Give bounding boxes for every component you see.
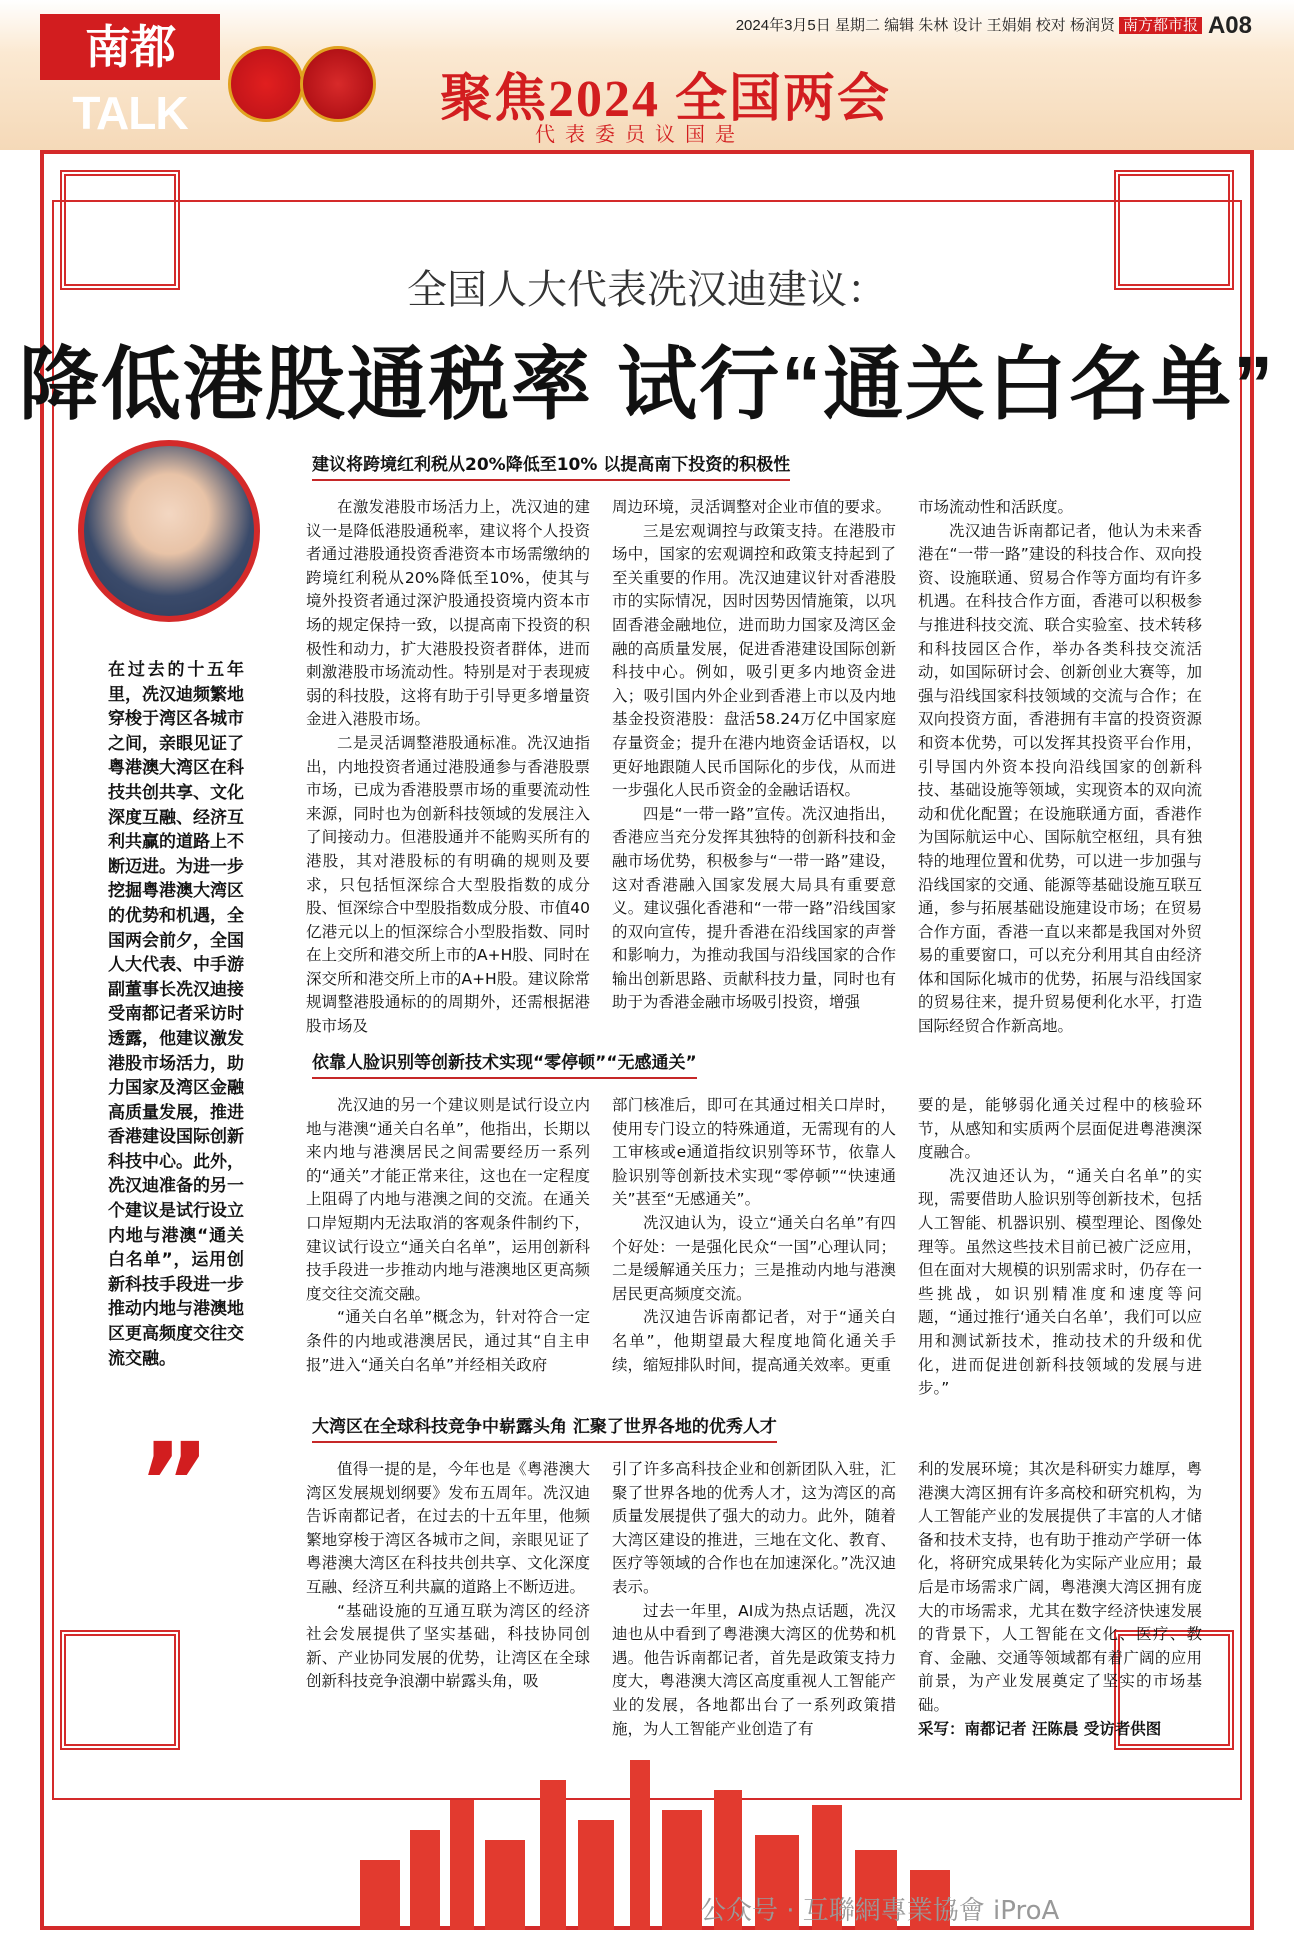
cppcc-emblem-icon: [300, 46, 376, 122]
paragraph: 利的发展环境；其次是科研实力雄厚，粤港澳大湾区拥有许多高校和研究机构，为人工智能产业的发展提供了丰富的人才储备和技术支持，也有助于推动产学研一体化，将研究成果转化为实际产业应用；最后是市场需求广阔，粤港澳大湾区拥有庞大的市场需求，尤其在数字经济快速发展的背景下，人工智能在文化、医疗、教育、金融、交通等领域都有着广阔的应用前景，为产业发展奠定了坚实的市场基础。: [918, 1460, 1202, 1714]
national-emblem-icon: [228, 46, 304, 122]
article-column: [918, 1458, 1202, 1741]
paragraph: 过去一年里，AI成为热点话题，冼汉迪也从中看到了粤港澳大湾区的优势和机遇。他告诉南都记者，首先是政策支持力度大，粤港澳大湾区高度重视人工智能产业的发展，各地都出台了一系列政策措施，为人工智能产业创造了有: [612, 1601, 896, 1738]
paragraph: 二是灵活调整港股通标准。冼汉迪指出，内地投资者通过港股通参与香港股票市场，已成为香港股票市场的重要流动性来源，同时也为创新科技领域的发展注入了间接动力。但港股通并不能购买所有的港股，其对港股标的有明确的规则及要求，只包括恒深综合大型股指数的成分股、恒深综合中型股指数成分股、市值40亿港元以上的恒深综合小型股指数、同时在上交所和港交所上市的A+H股、同时在深交所和港交所上市的A+H股。建议除常规调整港股通标的的周期外，还需根据港股市场及: [306, 733, 590, 1036]
intro-text: 在过去的十五年里，冼汉迪频繁地穿梭于湾区各城市之间，亲眼见证了粤港澳大湾区在科技共创共享、文化深度互融、经济互利共赢的道路上不断迈进。为进一步挖掘粤港澳大湾区的优势和机遇，全国两会前夕，全国人大代表、中手游副董事长冼汉迪接受南都记者采访时透露，他建议激发港股市场活力，助力国家及湾区金融高质量发展，推进香港建设国际创新科技中心。此外，冼汉迪准备的另一个建议是试行设立内地与港澳“通关白名单”，运用创新科技手段进一步推动内地与港澳地区更高频度交往交流交融。: [108, 660, 244, 1369]
paragraph: 引了许多高科技企业和创新团队入驻，汇聚了世界各地的优秀人才，这为湾区的高质量发展提供了强大的动力。此外，随着大湾区建设的推进，三地在文化、教育、医疗等领域的合作也在加速深化。”冼汉迪表示。: [612, 1460, 896, 1596]
article-headline: 降低港股通税率 试行“通关白名单”: [18, 340, 1276, 429]
article-column: [306, 1458, 590, 1694]
paragraph: 部门核准后，即可在其通过相关口岸时，使用专门设立的特殊通道，无需现有的人工审核或e通道指纹识别等环节，依靠人脸识别等创新技术实现“零停顿”“快速通关”甚至“无感通关”。: [612, 1096, 896, 1209]
paragraph: 要的是，能够弱化通关过程中的核验环节，从感知和实质两个层面促进粤港澳深度融合。: [918, 1096, 1202, 1162]
paragraph: 三是宏观调控与政策支持。在港股市场中，国家的宏观调控和政策支持起到了至关重要的作用。冼汉迪建议针对香港股市的实际情况，因时因势因情施策，以巩固香港金融地位，进而助力国家及湾区金融的高质量发展，促进香港建设国际创新科技中心。例如，吸引更多内地资金进入；吸引国内外企业到香港上市以及内地基金投资港股：盘活58.24万亿中国家庭存量资金；提升在港内地资金话语权，以更好地跟随人民币国际化的步伐，从而进一步强化人民币资金的金融话语权。: [612, 521, 896, 800]
corner-ornament: [60, 1630, 180, 1750]
paragraph: 周边环境，灵活调整对企业市值的要求。: [612, 498, 892, 516]
paragraph: 冼汉迪的另一个建议则是试行设立内地与港澳“通关白名单”，他指出，长期以来内地与港澳居民之间需要经历一系列的“通关”才能正常来往，这也在一定程度上阻碍了内地与港澳之间的交流。在通关口岸短期内无法取消的客观条件制约下，建议试行设立“通关白名单”，运用创新科技手段进一步推动内地与港澳地区更高频度交往交流交融。: [306, 1096, 590, 1303]
dateline-text: 2024年3月5日 星期二 编辑 朱林 设计 王娟娟 校对 杨润贤: [735, 17, 1115, 34]
section-heading: 建议将跨境红利税从20%降低至10% 以提高南下投资的积极性: [312, 450, 790, 481]
section-heading: 依靠人脸识别等创新技术实现“零停顿”“无感通关”: [312, 1048, 697, 1079]
article-column: [918, 1094, 1202, 1401]
paragraph: “基础设施的互通互联为湾区的经济社会发展提供了坚实基础，科技协同创新、产业协同发展的优势，让湾区在全球创新科技竞争浪潮中崭露头角，吸: [306, 1601, 590, 1691]
byline: 采写：南都记者 汪陈晨 受访者供图: [918, 1719, 1162, 1738]
paragraph: 市场流动性和活跃度。: [918, 498, 1074, 516]
paragraph: “通关白名单”概念为，针对符合一定条件的内地或港澳居民，通过其“自主申报”进入“通关白名单”并经相关政府: [306, 1308, 590, 1374]
paragraph: 四是“一带一路”宣传。冼汉迪指出，香港应当充分发挥其独特的创新科技和金融市场优势，积极参与“一带一路”建设，这对香港融入国家发展大局具有重要意义。建议强化香港和“一带一路”沿线国家的双向宣传，提升香港在沿线国家的声誉和影响力，为推动我国与沿线国家的合作输出创新思路、贡献科技力量，同时也有助于为香港金融市场吸引投资，增强: [612, 804, 896, 1012]
focus-subtitle: 代表委员议国是: [535, 122, 745, 146]
focus-banner: 聚焦2024 全国两会: [440, 71, 892, 128]
paragraph: 冼汉迪告诉南都记者，他认为未来香港在“一带一路”建设的科技合作、双向投资、设施联通、贸易合作等方面均有许多机遇。在科技合作方面，香港可以积极参与推进科技交流、联合实验室、技术转移和科技园区合作，举办各类科技交流活动，如国际研讨会、创新创业大赛等，加强与沿线国家科技领域的交流与合作；在双向投资方面，香港拥有丰富的投资资源和资本优势，可以发挥其投资平台作用，引导国内外资本投向沿线国家的创新科技、基础设施等领域，实现资本的双向流动和优化配置；在设施联通方面，香港作为国际航运中心、国际航空枢纽，具有独特的地理位置和优势，可以进一步加强与沿线国家的交通、能源等基础设施互联互通，参与拓展基础设施建设市场；在贸易合作方面，香港一直以来都是我国对外贸易的重要窗口，可以充分利用其自由经济体和国际化城市的优势，拓展与沿线国家的贸易往来，提升贸易便利化水平，打造国际经贸合作新高地。: [918, 521, 1202, 1036]
article-column: [612, 1458, 896, 1741]
watermark: 公众号 · 互聯網專業協會 iProA: [700, 1896, 1060, 1926]
paragraph: 冼汉迪认为，设立“通关白名单”有四个好处：一是强化民众“一国”心理认同；二是缓解通关压力；三是推动内地与港澳居民更高频度交流。: [612, 1213, 896, 1303]
dateline: [736, 12, 1252, 40]
paragraph: 值得一提的是，今年也是《粤港澳大湾区发展规划纲要》发布五周年。冼汉迪告诉南都记者，在过去的十五年里，他频繁地穿梭于湾区各城市之间，亲眼见证了粤港澳大湾区在科技共创共享、文化深度互融、经济互利共赢的道路上不断迈进。: [306, 1460, 590, 1596]
article-column: [612, 496, 896, 1015]
quote-mark-icon: ”: [138, 1419, 211, 1547]
paper-name: 南方都市报: [1119, 17, 1202, 34]
article-subtitle: 全国人大代表冼汉迪建议：: [407, 267, 887, 313]
brand-logo: 南都TALK: [40, 14, 220, 80]
paragraph: 冼汉迪告诉南都记者，对于“通关白名单”，他期望最大程度地简化通关手续，缩短排队时间，提高通关效率。更重: [612, 1308, 896, 1374]
article-column: [918, 496, 1202, 1039]
paragraph: 在激发港股市场活力上，冼汉迪的建议一是降低港股通税率，建议将个人投资者通过港股通投资香港资本市场需缴纳的跨境红利税从20%降低至10%，使其与境外投资者通过深沪股通投资境内资本市场的规定保持一致，以提高南下投资的积极性和动力，扩大港股投资者群体，进而刺激港股市场流动性。特别是对于表现疲弱的科技股，这将有助于引导更多增量资金进入港股市场。: [306, 498, 590, 729]
article-column: [612, 1094, 896, 1377]
section-heading: 大湾区在全球科技竞争中崭露头角 汇聚了世界各地的优秀人才: [312, 1412, 777, 1443]
paragraph: 冼汉迪还认为，“通关白名单”的实现，需要借助人脸识别等创新技术，包括人工智能、机器识别、模型理论、图像处理等。虽然这些技术目前已被广泛应用，但在面对大规模的识别需求时，仍存在一些挑战，如识别精准度和速度等问题，“通过推行‘通关白名单’，我们可以应用和测试新技术，推动技术的升级和优化，进而促进创新科技领域的发展与进步。”: [918, 1166, 1202, 1398]
portrait-photo: [78, 440, 260, 622]
article-column: [306, 496, 590, 1039]
page-number: A08: [1207, 12, 1252, 39]
article-column: [306, 1094, 590, 1377]
